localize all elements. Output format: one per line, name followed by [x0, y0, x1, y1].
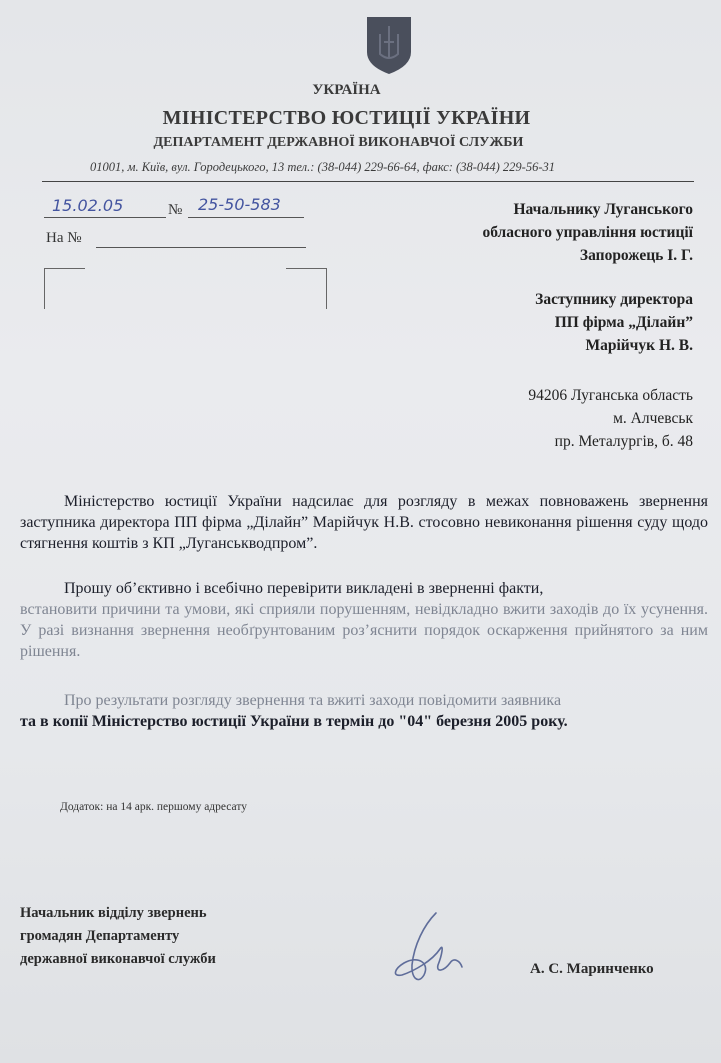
postal-address: [528, 384, 693, 453]
addressee-second-line: ПП фірма „Ділайн”: [554, 314, 693, 331]
attachment-note: Додаток: на 14 арк. першому адресату: [60, 801, 247, 813]
header-country: УКРАЇНА: [312, 82, 381, 98]
header-divider: [42, 181, 694, 182]
header-department: ДЕПАРТАМЕНТ ДЕРЖАВНОЇ ВИКОНАВЧОЇ СЛУЖБИ: [153, 135, 524, 150]
outgoing-number: 25-50-583: [198, 195, 281, 214]
body-paragraph-2-lead: Прошу об’єктивно і всебічно перевірити викладені в зверненні факти,: [64, 580, 544, 597]
date-line: [44, 217, 166, 218]
coat-of-arms-emblem: [364, 14, 414, 76]
addressee-first-line: Запорожець І. Г.: [579, 247, 693, 264]
body-paragraph-1-text: Міністерство юстиції України надсилає для розгляду в межах повноважень звернення заступника директора ПП фірма „Ділайн” Марійчук Н.В. стосовно невиконання рішення суду щодо стягнення коштів з КП „Луганськводпром”.: [20, 493, 708, 552]
addressee-second-line: Марійчук Н. В.: [585, 337, 693, 354]
reply-reference-line: [96, 247, 306, 248]
outgoing-date: 15.02.05: [52, 196, 124, 215]
addressee-second-line: Заступнику директора: [535, 291, 693, 308]
signatory-position-line: Начальник відділу звернень: [20, 905, 207, 921]
handwritten-signature: [384, 905, 474, 995]
header-ministry: МІНІСТЕРСТВО ЮСТИЦІЇ УКРАЇНИ: [162, 107, 531, 129]
header-address: 01001, м. Київ, вул. Городецького, 13 тел.: (38-044) 229-66-64, факс: (38-044) 229-56-31: [90, 160, 555, 174]
number-line: [188, 217, 304, 218]
body-paragraph-3-rest: та в копії Міністерство юстиції України в термін до "04" березня 2005 року.: [20, 713, 568, 730]
corner-bracket-left: [44, 268, 85, 309]
addressee-first-line: обласного управління юстиції: [482, 224, 693, 241]
postal-address-line: 94206 Луганська область: [528, 387, 693, 404]
body-paragraph-2: [20, 578, 708, 662]
signatory-name: А. С. Маринченко: [530, 961, 654, 977]
addressee-second: [535, 288, 693, 357]
body-paragraph-1: [20, 491, 708, 554]
signatory-position-line: державної виконавчої служби: [20, 951, 216, 967]
postal-address-line: пр. Металургів, б. 48: [554, 433, 693, 450]
addressee-first-line: Начальнику Луганського: [513, 201, 693, 218]
signatory-position: [20, 902, 216, 971]
number-label: №: [168, 202, 183, 218]
body-paragraph-3: [20, 690, 708, 732]
corner-bracket-right: [286, 268, 327, 309]
body-paragraph-3-lead: Про результати розгляду звернення та вжиті заходи повідомити заявника: [64, 692, 562, 709]
reply-reference-label: На №: [46, 230, 82, 246]
postal-address-line: м. Алчевськ: [613, 410, 693, 427]
addressee-first: [482, 198, 693, 267]
body-paragraph-2-rest: встановити причини та умови, які сприяли порушенням, невідкладно вжити заходів до їх усунення. У разі визнання звернення необґрунтованим роз’яснити порядок оскарження прийнятого за ним рішення.: [20, 601, 708, 660]
signatory-position-line: громадян Департаменту: [20, 928, 180, 944]
